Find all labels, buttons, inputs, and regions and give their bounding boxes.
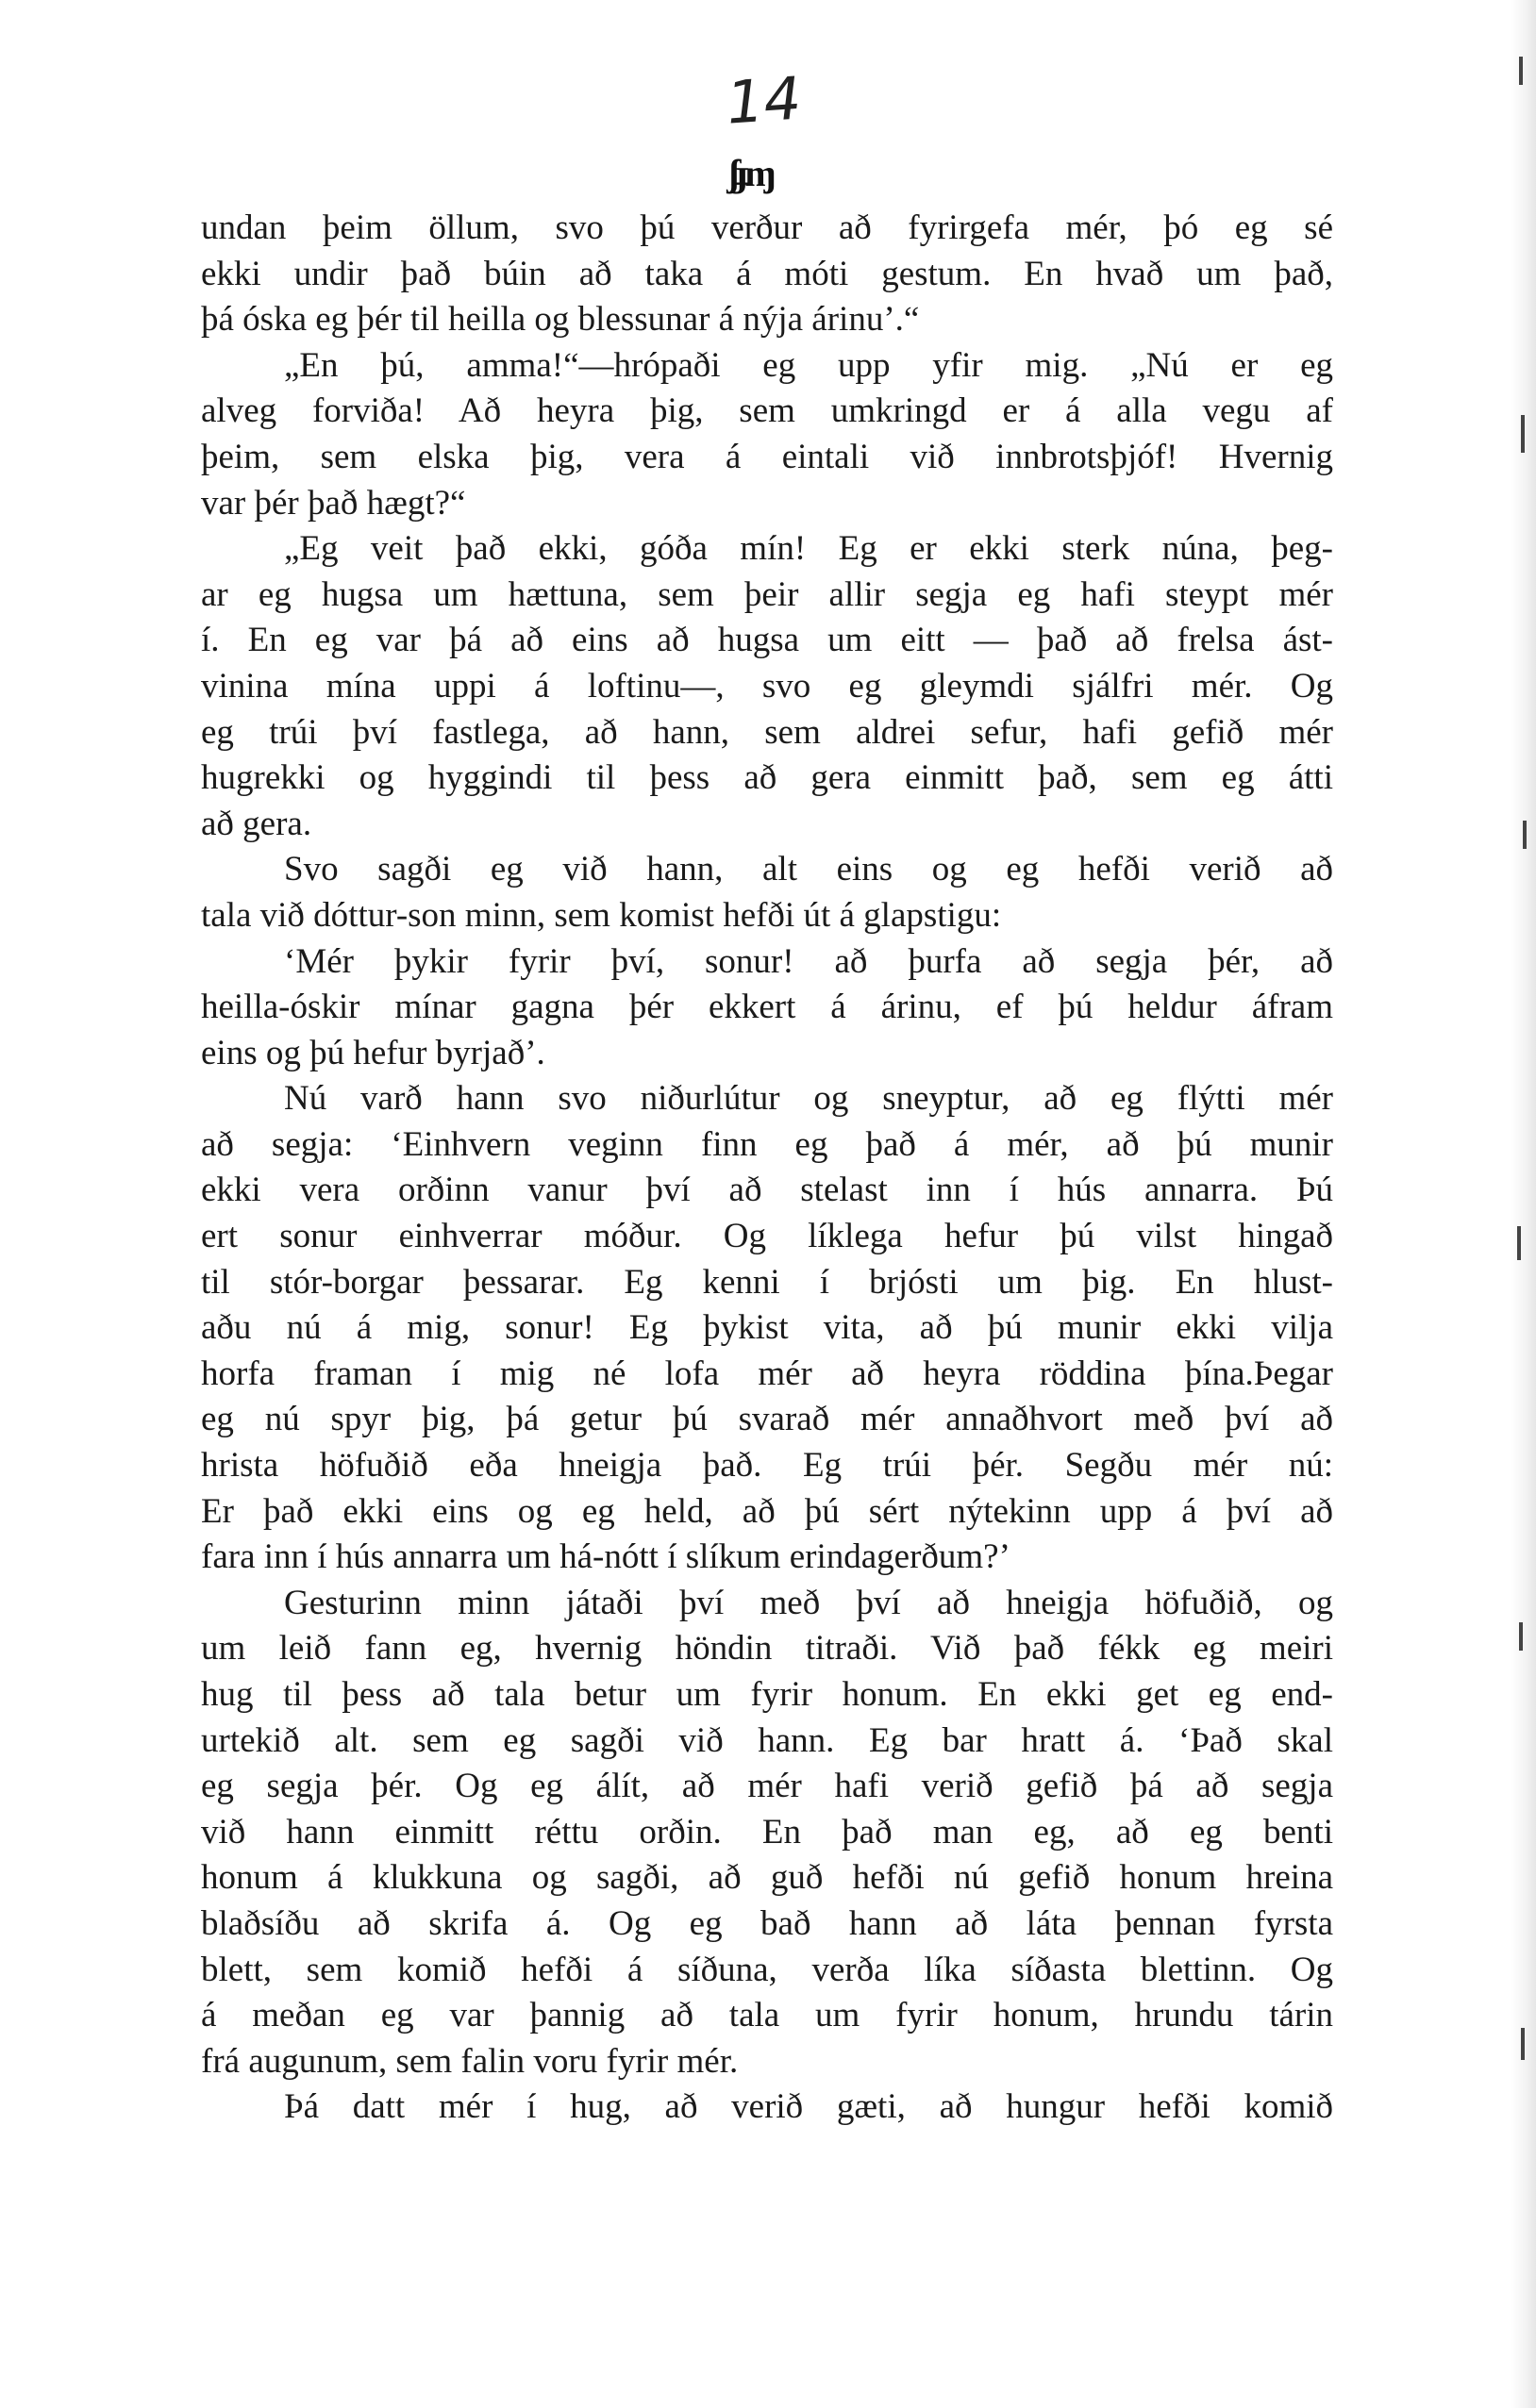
text-line: eins og þú hefur byrjað’.: [201, 1033, 545, 1072]
edge-mark: [1523, 821, 1527, 849]
text-line: Er það ekki eins og eg held, að þú sért nýtekinn upp á því að: [201, 1491, 1333, 1531]
edge-mark: [1521, 415, 1525, 453]
text-line: tala við dóttur-son minn, sem komist hefði út á glapstigu:: [201, 895, 1002, 935]
text-line: hug til þess að tala betur um fyrir honum. En ekki get eg end-: [201, 1675, 1333, 1714]
text-line: aðu nú á mig, sonur! Eg þykist vita, að þú munir ekki vilja: [201, 1308, 1333, 1348]
text-line: hugrekki og hyggindi til þess að gera einmitt það, sem eg átti: [201, 758, 1333, 798]
page-edge-shadow: [1511, 0, 1536, 2408]
text-line: þeim, sem elska þig, vera á eintali við innbrotsþjóf! Hvernig: [201, 437, 1333, 476]
text-line: að gera.: [201, 804, 312, 843]
text-line: þá óska eg þér til heilla og blessunar á nýja árinu’.“: [201, 300, 920, 340]
text-line: vinina mína uppi á loftinu—, svo eg gleymdi sjálfri mér. Og: [201, 666, 1333, 706]
text-line: blaðsíðu að skrifa á. Og eg bað hann að láta þennan fyrsta: [201, 1903, 1333, 1943]
text-line: eg trúi því fastlega, að hann, sem aldrei sefur, hafi gefið mér: [201, 712, 1333, 752]
edge-mark: [1517, 1226, 1521, 1260]
text-line: frá augunum, sem falin voru fyrir mér.: [201, 2041, 739, 2081]
text-line: undan þeim öllum, svo þú verður að fyrirgefa mér, þó eg sé: [201, 208, 1333, 247]
text-line: eg nú spyr þig, þá getur þú svarað mér annaðhvort með því að: [201, 1400, 1333, 1439]
text-line: urtekið alt. sem eg sagði við hann. Eg bar hratt á. ‘Það skal: [201, 1720, 1333, 1760]
text-line: horfa framan í mig né lofa mér að heyra röddina þína.Þegar: [201, 1353, 1333, 1393]
text-line: ekki undir það búin að taka á móti gestum. En hvað um það,: [201, 254, 1333, 293]
text-line: alveg forviða! Að heyra þig, sem umkringd er á alla vegu af: [201, 391, 1333, 431]
edge-mark: [1519, 1622, 1523, 1651]
text-line: Gesturinn minn játaði því með því að hneigja höfuðið, og: [284, 1583, 1333, 1622]
edge-mark: [1521, 2028, 1525, 2060]
text-line: ar eg hugsa um hættuna, sem þeir allir segja eg hafi steypt mér: [201, 574, 1333, 614]
text-line: honum á klukkuna og sagði, að guð hefði nú gefið honum hreina: [201, 1858, 1333, 1898]
text-line: blett, sem komið hefði á síðuna, verða líka síðasta blettinn. Og: [201, 1950, 1333, 1989]
text-line: við hann einmitt réttu orðin. En það man eg, að eg benti: [201, 1812, 1333, 1852]
text-line: hrista höfuðið eða hneigja það. Eg trúi þér. Segðu mér nú:: [201, 1446, 1333, 1486]
body-text: [201, 206, 1333, 2131]
text-line: ekki vera orðinn vanur því að stelast inn í hús annarra. Þú: [201, 1171, 1333, 1210]
struck-page-number: ʃɟɱ: [728, 152, 773, 194]
text-line: heilla-óskir mínar gagna þér ekkert á árinu, ef þú heldur áfram: [201, 988, 1333, 1027]
text-line: var þér það hægt?“: [201, 483, 466, 523]
text-line: fara inn í hús annarra um há-nótt í slíkum erindagerðum?’: [201, 1537, 1010, 1577]
text-line: Svo sagði eg við hann, alt eins og eg hefði verið að: [284, 850, 1333, 889]
text-line: á meðan eg var þannig að tala um fyrir honum, hrundu tárin: [201, 1996, 1333, 2035]
text-line: Þá datt mér í hug, að verið gæti, að hungur hefði komið: [284, 2087, 1333, 2127]
text-line: ert sonur einhverrar móður. Og líklega hefur þú vilst hingað: [201, 1217, 1333, 1256]
text-line: að segja: ‘Einhvern veginn finn eg það á mér, að þú munir: [201, 1124, 1333, 1164]
text-line: „Eg veit það ekki, góða mín! Eg er ekki sterk núna, þeg-: [284, 529, 1333, 569]
text-line: til stór-borgar þessarar. Eg kenni í brjósti um þig. En hlust-: [201, 1262, 1333, 1302]
text-line: ‘Mér þykir fyrir því, sonur! að þurfa að segja þér, að: [284, 941, 1333, 981]
text-line: „En þú, amma!“—hrópaði eg upp yfir mig. „Nú er eg: [284, 345, 1333, 385]
text-line: Nú varð hann svo niðurlútur og sneyptur, að eg flýtti mér: [284, 1079, 1333, 1119]
text-line: eg segja þér. Og eg álít, að mér hafi verið gefið þá að segja: [201, 1767, 1333, 1806]
edge-mark: [1519, 57, 1523, 85]
text-line: um leið fann eg, hvernig höndin titraði. Við það fékk eg meiri: [201, 1629, 1333, 1669]
page-number: 14: [724, 63, 804, 138]
text-line: í. En eg var þá að eins að hugsa um eitt — það að frelsa ást-: [201, 621, 1333, 660]
